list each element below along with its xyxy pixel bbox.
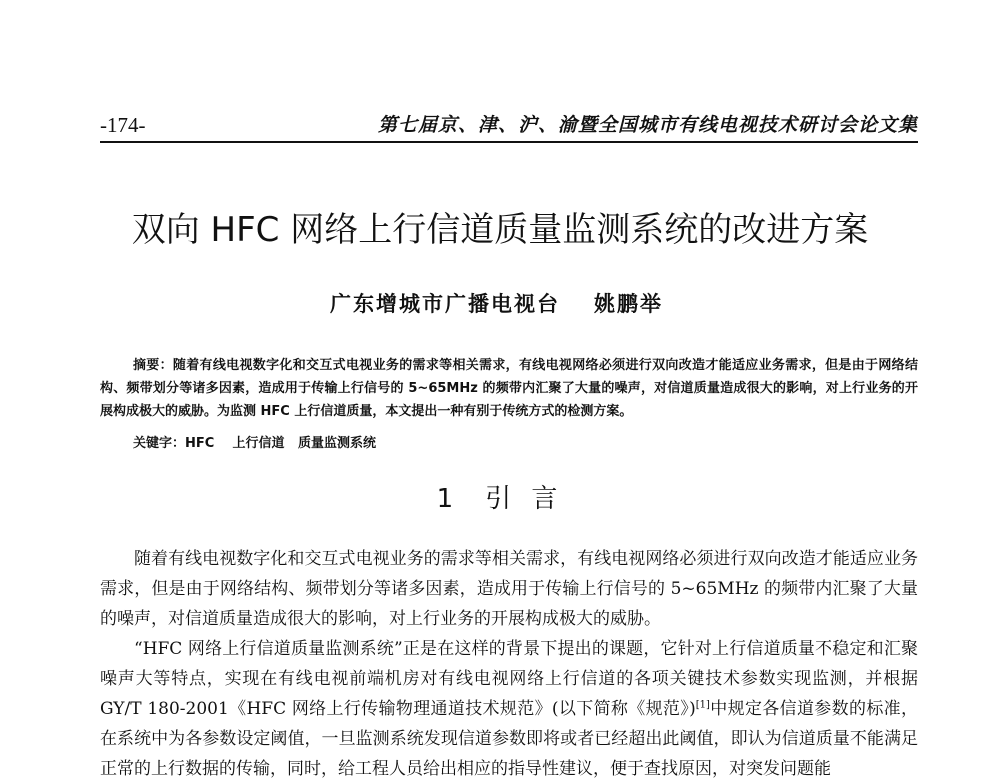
running-title: 第七届京、津、沪、渝暨全国城市有线电视技术研讨会论文集 [377, 114, 918, 136]
keywords [133, 434, 376, 454]
header-rule [100, 141, 918, 143]
affiliation: 广东增城市广播电视台 [330, 292, 560, 316]
paragraph-2-part-2: 中规定各信道参数的标准，在系统中为各参数设定阈值，一旦监测系统发现信道参数即将或者已经超出此阈值，即认为信道质量不能满足正常的上行数据的传输，同时，给工程人员给出相应的指导性建议，便于查找原因，对突发问题能 [100, 699, 918, 779]
page-number: -174- [100, 113, 146, 137]
body-text [100, 544, 918, 784]
author-line [330, 290, 663, 318]
section-title: 引 言 [485, 484, 564, 514]
paragraph-2-part-1: “HFC 网络上行信道质量监测系统”正是在这样的背景下提出的课题，它针对上行信道质量不稳定和汇聚噪声大等特点，实现在有线电视前端机房对有线电视网络上行信道的各项关键技术参数实现监测，并根据 GY/T 180-2001《HFC 网络上行传输物理通道技术规范》(以下简称《规范》) [100, 639, 918, 719]
author-name: 姚鹏举 [594, 292, 663, 316]
reference-marker: [1] [695, 699, 710, 711]
paper-title: 双向 HFC 网络上行信道质量监测系统的改进方案 [131, 210, 869, 250]
section-number: 1 [436, 484, 460, 514]
keyword-3: 质量监测系统 [298, 436, 377, 451]
abstract: 摘要：随着有线电视数字化和交互式电视业务的需求等相关需求，有线电视网络必须进行双向改造才能适应业务需求，但是由于网络结构、频带划分等诸多因素，造成用于传输上行信号的 5~65MHz 的频带内汇聚了大量的噪声，对信道质量造成很大的影响，对上行业务的开展构成极大的威胁。为监测 HFC 上行信道质量，本文提出一种有别于传统方式的检测方案。 [100, 358, 918, 419]
paragraph-2 [100, 634, 918, 784]
keyword-2: 上行信道 [232, 436, 285, 451]
keywords-label: 关键字： [133, 436, 186, 451]
running-header [100, 112, 918, 138]
keyword-1: HFC [185, 436, 215, 451]
section-heading [0, 482, 1000, 516]
paragraph-1: 随着有线电视数字化和交互式电视业务的需求等相关需求，有线电视网络必须进行双向改造才能适应业务需求，但是由于网络结构、频带划分等诸多因素，造成用于传输上行信号的 5~65MHz 的频带内汇聚了大量的噪声，对信道质量造成很大的影响，对上行业务的开展构成极大的威胁。 [100, 549, 918, 629]
